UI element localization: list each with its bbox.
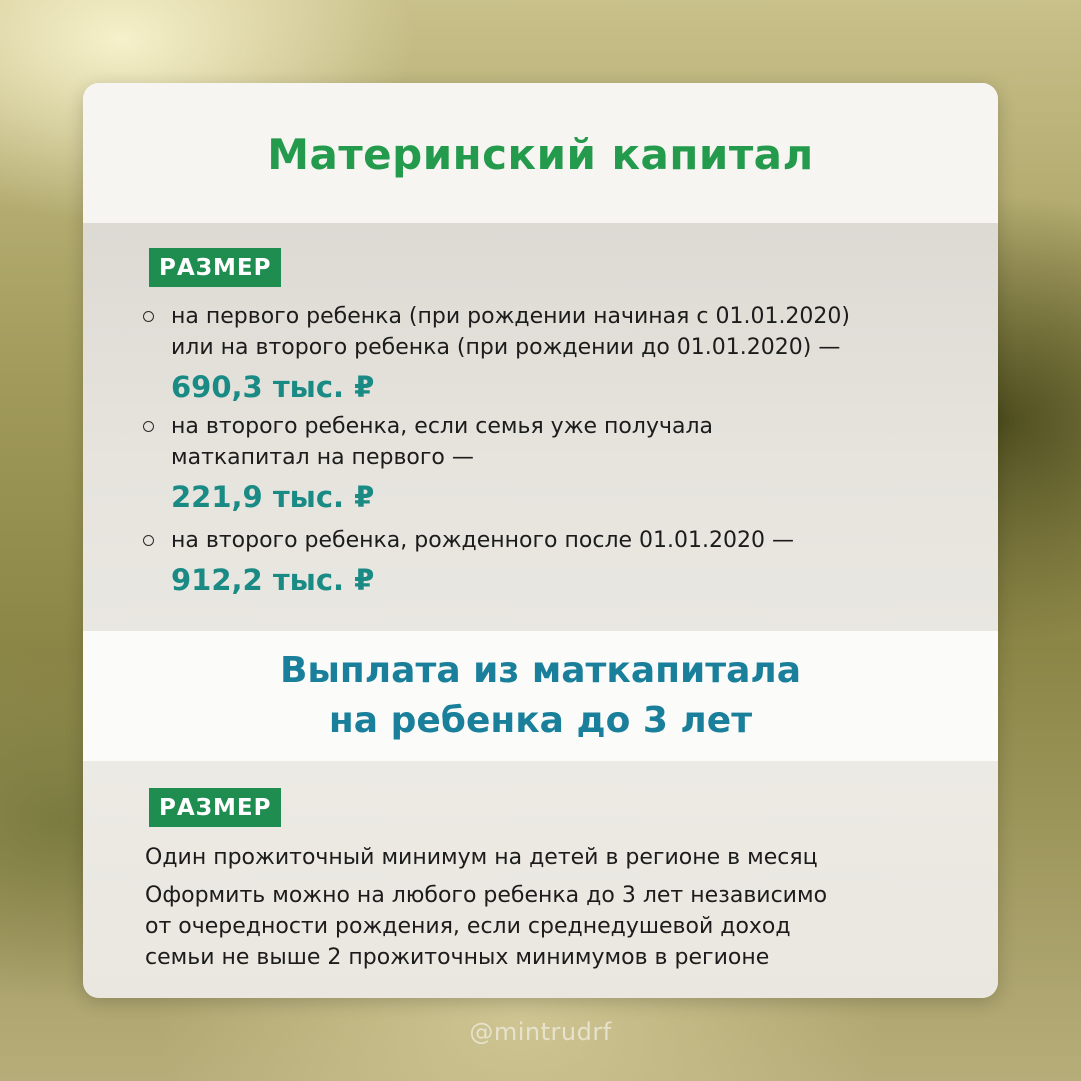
amount-value: 221,9 тыс. ₽	[171, 480, 375, 514]
condition-line: семьи не выше 2 прожиточных минимумов в регионе	[145, 945, 770, 970]
payment-condition-text	[145, 880, 975, 973]
amount-value: 690,3 тыс. ₽	[171, 370, 375, 404]
payment-title-band	[83, 631, 998, 761]
item-line: или на второго ребенка (при рождении до 01.01.2020) —	[171, 335, 841, 360]
maternity-capital-section	[83, 223, 998, 631]
bullet-circle-icon	[143, 311, 154, 322]
payment-section	[83, 761, 998, 998]
condition-line: Оформить можно на любого ребенка до 3 лет независимо	[145, 883, 828, 908]
item-line: на второго ребенка, рожденного после 01.01.2020 —	[171, 528, 794, 553]
account-handle: @mintrudrf	[469, 1018, 612, 1046]
payment-title-line1: Выплата из маткапитала	[279, 650, 802, 691]
item-line: маткапитал на первого —	[171, 445, 474, 470]
info-card	[83, 83, 998, 998]
maternity-capital-title: Материнский капитал	[267, 129, 814, 179]
list-item	[143, 301, 973, 405]
size-badge: РАЗМЕР	[149, 248, 281, 287]
payment-title-line2: на ребенка до 3 лет	[328, 700, 753, 741]
bullet-circle-icon	[143, 421, 154, 432]
bullet-circle-icon	[143, 535, 154, 546]
item-line: на первого ребенка (при рождении начиная с 01.01.2020)	[171, 304, 851, 329]
amount-value: 912,2 тыс. ₽	[171, 563, 375, 597]
header-band	[83, 83, 998, 223]
list-item	[143, 525, 973, 598]
condition-line: от очередности рождения, если среднедушевой доход	[145, 914, 791, 939]
list-item	[143, 411, 973, 515]
size-badge: РАЗМЕР	[149, 788, 281, 827]
payment-amount-text: Один прожиточный минимум на детей в регионе в месяц	[145, 845, 818, 870]
item-line: на второго ребенка, если семья уже получала	[171, 414, 713, 439]
